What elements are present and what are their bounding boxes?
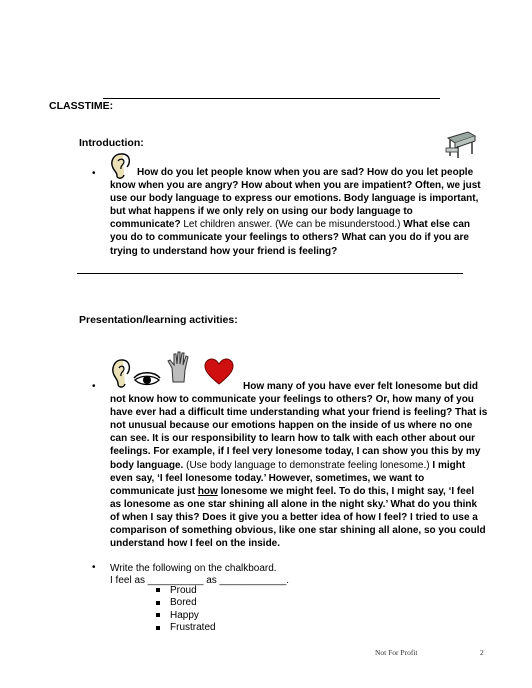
intro-teacher-note: Let children answer. (We can be misunderstood.) [183,219,401,231]
feeling-list [156,585,216,635]
list-item-label: Bored [170,597,197,609]
chalkboard-sentence: I feel as __________ as ____________. [110,575,290,586]
introduction-text [110,166,485,258]
list-item [156,610,216,622]
hand-icon [166,350,192,384]
list-item [156,622,216,634]
classtime-heading: CLASSTIME: [49,100,114,112]
desk-icon [444,128,478,160]
intro-question-1: How do you let people know when you are sad? How do you let people know when you are angry? How about when you are impatient? Often, we just use our body language to express our emotions. Body language is important, but what happens if we only rely on using our body language to communicate? [110,167,481,231]
middle-rule [77,273,463,274]
presentation-underlined-word: how [197,485,218,497]
intro-bullet: • [92,168,96,179]
list-item-label: Proud [170,585,197,596]
square-bullet-icon [156,613,160,617]
square-bullet-icon [156,588,160,592]
presentation-conclusion: lonesome we might feel. To do this, I might say, ‘I feel as lonesome as one star shining all alone in the night sky.’ What do you think of when I say this? Does it give you a better idea of how I feel? I tried to use a comparison of something obvious, like one star shining all alone, so you could understand how I feel on the inside. [110,485,486,550]
list-item [156,585,216,597]
list-item [156,597,216,609]
presentation-question: How many of you have ever felt lonesome but did not know how to communicate your feelings to others? Or, how many of you have ever had a difficult time understanding what your friend is feeling? That is not unusual because our emotions happen on the inside of us where no one can see. It is our responsibility to learn how to talk with each other about our feelings. For example, if I feel very lonesome today, I can show you this by my body language. [110,381,488,471]
intro-question-2: What else can you do to communicate your feelings to others? What can you do if you are trying to understand how your friend is feeling? [110,219,470,257]
square-bullet-icon [156,601,160,605]
presentation-label: Presentation/learning activities: [79,314,238,326]
presentation-example: I might even say, ‘I feel lonesome today.’ However, sometimes, we want to communicate just [110,459,466,497]
presentation-bullet: • [92,381,96,392]
list-item-label: Happy [170,609,199,621]
chalkboard-instruction: Write the following on the chalkboard. [110,563,277,574]
square-bullet-icon [156,626,160,630]
top-rule [103,98,440,99]
list-item-label: Frustrated [170,622,216,634]
footer-text: Not For Profit [375,648,418,657]
presentation-teacher-note: (Use body language to demonstrate feeling lonesome.) [186,459,430,471]
introduction-label: Introduction: [79,137,144,149]
page-number: 2 [480,648,484,657]
presentation-text [110,380,488,550]
chalkboard-bullet: • [92,562,96,573]
